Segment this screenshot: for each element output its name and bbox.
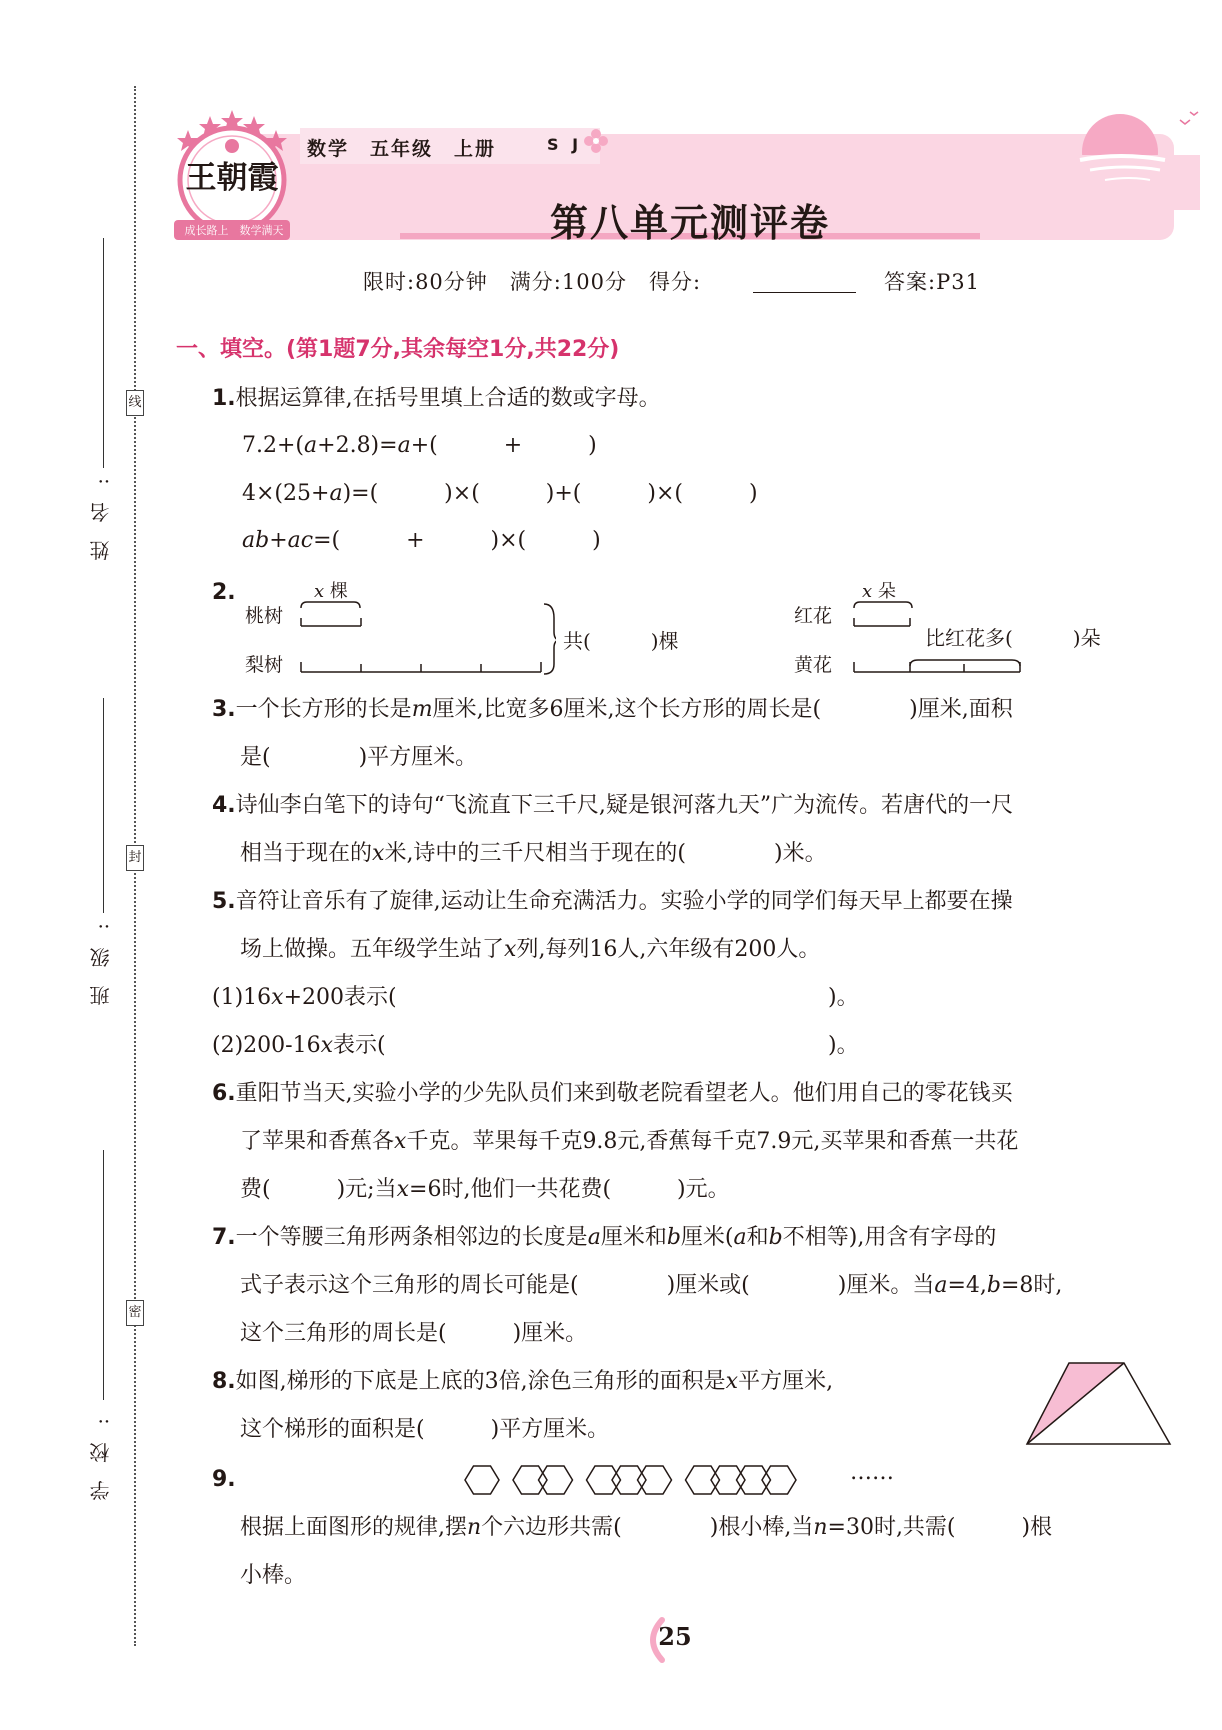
q6-line-2: 了苹果和香蕉各x千克。苹果每千克9.8元,香蕉每千克7.9元,买苹果和香蕉一共花 <box>240 1129 1019 1154</box>
name-blank[interactable] <box>103 238 104 468</box>
question-7: 7.一个等腰三角形两条相邻边的长度是a厘米和b厘米(a和b不相等),用含有字母的 <box>212 1225 997 1250</box>
logo-ribbon: 成长路上 数学满天 <box>184 224 284 237</box>
score-blank[interactable] <box>753 292 856 293</box>
hexagon-ellipsis: …… <box>850 1460 894 1485</box>
hexagon <box>686 1466 720 1494</box>
peach-label: 桃树 <box>245 605 284 627</box>
question-2-number: 2. <box>212 580 236 605</box>
q9-line-1: 根据上面图形的规律,摆n个六边形共需( )根小棒,当n=30时,共需( )根 <box>240 1515 1053 1540</box>
question-4: 4.诗仙李白笔下的诗句“飞流直下三千尺,疑是银河落九天”广为流传。若唐代的一尺 <box>212 793 1014 818</box>
hexagon-pattern <box>464 1458 844 1502</box>
question-1 <box>212 384 661 414</box>
q5-sub-2-close: )。 <box>828 1033 859 1058</box>
q1-number: 1. <box>212 386 236 411</box>
q4-line-2: 相当于现在的x米,诗中的三千尺相当于现在的( )米。 <box>240 841 827 866</box>
question-3: 3.一个长方形的长是m厘米,比宽多6厘米,这个长方形的周长是( )厘米,面积 <box>212 697 1013 722</box>
hexagon <box>737 1466 771 1494</box>
question-6: 6.重阳节当天,实验小学的少先队员们来到敬老院看望老人。他们用自己的零花钱买 <box>212 1081 1013 1106</box>
page-title: 第八单元测评卷 <box>549 201 830 245</box>
hexagon <box>762 1466 796 1494</box>
q1-line-1: 7.2+(a+2.8)=a+( + ) <box>242 433 597 458</box>
x-flower-label: x 朵 <box>862 581 896 602</box>
class-blank[interactable] <box>103 698 104 913</box>
q3-line-2: 是( )平方厘米。 <box>240 745 478 770</box>
q9-line-2: 小棒。 <box>240 1563 307 1588</box>
q1-line-3: ab+ac=( + )×( ) <box>242 528 601 553</box>
q5-sub-2: (2)200-16x表示( <box>212 1033 386 1058</box>
red-flower-label: 红花 <box>794 605 833 627</box>
q5-sub-1-close: )。 <box>828 985 859 1010</box>
hexagon <box>539 1466 573 1494</box>
q6-line-3: 费( )元;当x=6时,他们一共花费( )元。 <box>240 1177 730 1202</box>
hexagon <box>711 1466 745 1494</box>
school-blank[interactable] <box>103 1150 104 1400</box>
logo-text: 王朝霞 <box>185 160 279 196</box>
name-label: 姓名: <box>89 460 113 561</box>
q1-line-2: 4×(25+a)=( )×( )+( )×( ) <box>242 481 758 506</box>
x-tree-label: x 棵 <box>314 581 348 602</box>
seal-mark-2: 封 <box>126 845 144 871</box>
hexagon <box>465 1466 499 1494</box>
yellow-flower-label: 黄花 <box>794 654 833 676</box>
trapezoid-figure <box>1024 1358 1174 1448</box>
section-title: 一、填空。(第1题7分,其余每空1分,共22分) <box>176 337 620 362</box>
q8-line-2: 这个梯形的面积是( )平方厘米。 <box>240 1417 610 1442</box>
pear-label: 梨树 <box>245 654 284 676</box>
more-flower-label: 比红花多( )朵 <box>925 623 1101 653</box>
flower-icon <box>583 128 609 154</box>
answer-ref: 答案:P31 <box>884 270 980 294</box>
question-9-number: 9. <box>212 1467 236 1492</box>
page-number: 25 <box>658 1622 692 1651</box>
tree-total-label: 共( )棵 <box>563 629 679 653</box>
question-8: 8.如图,梯形的下底是上底的3倍,涂色三角形的面积是x平方厘米, <box>212 1369 834 1394</box>
seal-mark-1: 线 <box>126 390 144 416</box>
hexagon <box>638 1466 672 1494</box>
q5-line-2: 场上做操。五年级学生站了x列,每列16人,六年级有200人。 <box>240 937 821 962</box>
exam-info: 限时:80分钟 满分:100分 得分: <box>363 270 702 294</box>
school-label: 学校: <box>89 1400 113 1501</box>
hexagon <box>612 1466 646 1494</box>
edition-label: S J <box>547 135 583 154</box>
seal-mark-3: 密 <box>126 1300 144 1326</box>
q5-sub-1: (1)16x+200表示( <box>212 985 397 1010</box>
series-label: 数学 五年级 上册 <box>307 138 497 160</box>
hexagon <box>513 1466 547 1494</box>
hexagon <box>587 1466 621 1494</box>
sunset-icon <box>1070 100 1200 210</box>
question-5: 5.音符让音乐有了旋律,运动让生命充满活力。实验小学的同学们每天早上都要在操 <box>212 889 1013 914</box>
q1-text: 根据运算律,在括号里填上合适的数或字母。 <box>235 386 661 411</box>
q7-line-2: 式子表示这个三角形的周长可能是( )厘米或( )厘米。当a=4,b=8时, <box>240 1273 1063 1298</box>
class-label: 班级: <box>89 905 113 1006</box>
tree-segment-diagram <box>296 598 556 678</box>
q7-line-3: 这个三角形的周长是( )厘米。 <box>240 1321 588 1346</box>
